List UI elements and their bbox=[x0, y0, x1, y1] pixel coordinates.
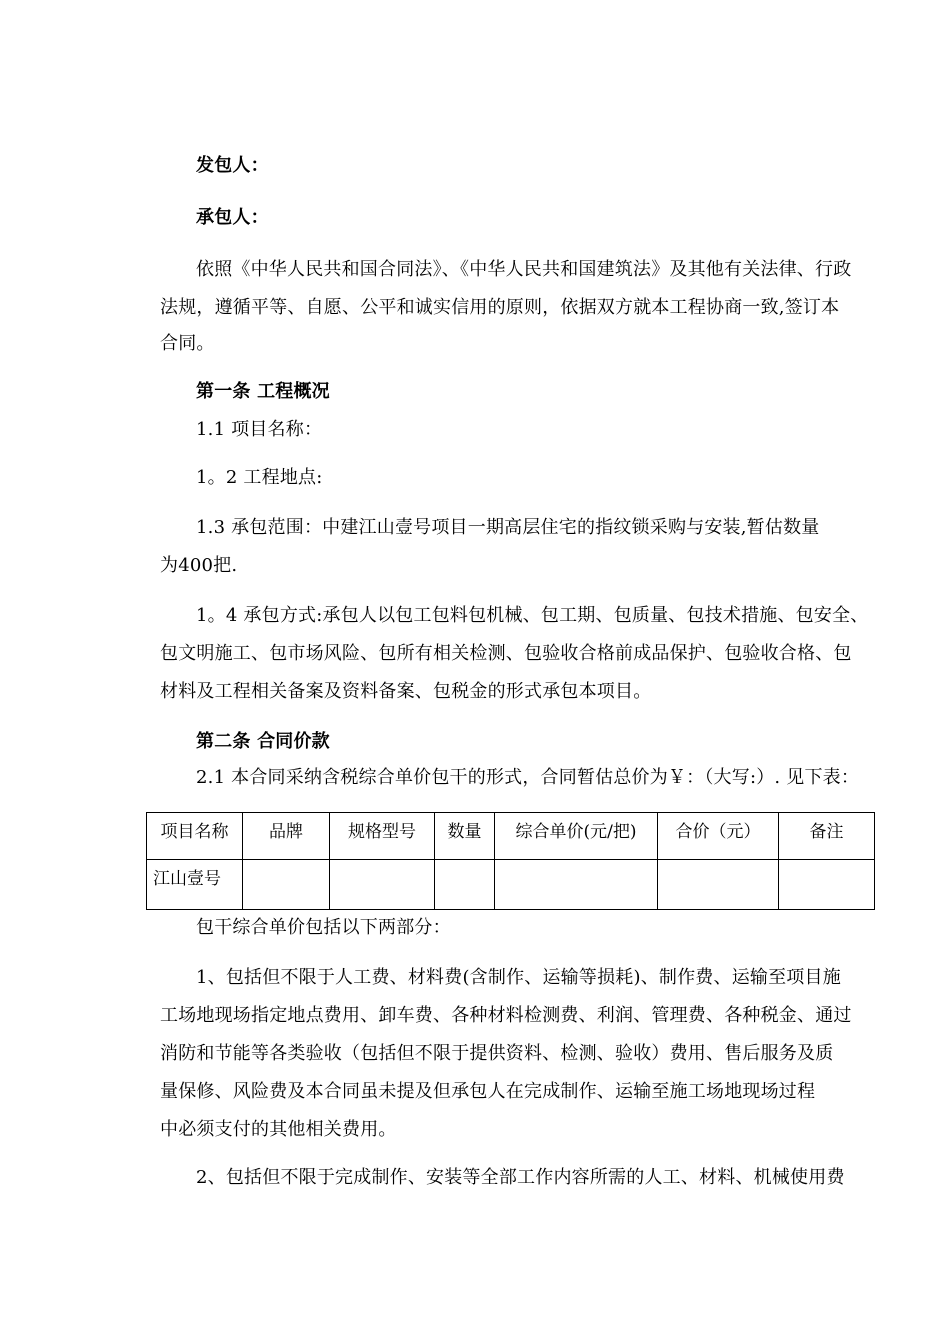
item-1-4-line-2: 包文明施工、包市场风险、包所有相关检测、包验收合格前成品保护、包验收合格、包 bbox=[160, 643, 852, 664]
preamble-line-2: 法规，遵循平等、自愿、公平和诚实信用的原则，依据双方就本工程协商一致,签订本 bbox=[160, 297, 840, 318]
point-1-line-3: 消防和节能等各类验收（包括但不限于提供资料、检测、验收）费用、售后服务及质 bbox=[160, 1043, 834, 1064]
header-remarks: 备注 bbox=[779, 813, 875, 860]
article-1-heading: 第一条 工程概况 bbox=[196, 381, 330, 402]
header-project-name: 项目名称 bbox=[147, 813, 243, 860]
point-1-line-1: 1、包括但不限于人工费、材料费(含制作、运输等损耗)、制作费、运输至项目施 bbox=[196, 967, 841, 988]
header-spec-model: 规格型号 bbox=[330, 813, 435, 860]
cell-quantity bbox=[435, 860, 495, 910]
item-2-1: 2.1 本合同采纳含税综合单价包干的形式，合同暂估总价为￥：（大写:）. 见下表： bbox=[196, 767, 860, 788]
table-header-row bbox=[147, 813, 875, 860]
cell-remarks bbox=[779, 860, 875, 910]
header-total-price: 合价（元） bbox=[658, 813, 779, 860]
preamble-line-1: 依照《中华人民共和国合同法》、《中华人民共和国建筑法》及其他有关法律、行政 bbox=[196, 259, 852, 280]
cell-unit-price bbox=[495, 860, 658, 910]
item-1-3-line-1: 1.3 承包范围：中建江山壹号项目一期高层住宅的指纹锁采购与安装,暂估数量 bbox=[196, 517, 820, 538]
price-table bbox=[146, 812, 875, 910]
header-brand: 品牌 bbox=[243, 813, 330, 860]
item-1-4-line-1: 1。4 承包方式:承包人以包工包料包机械、包工期、包质量、包技术措施、包安全、 bbox=[196, 605, 869, 626]
item-1-3-line-2: 为400把. bbox=[160, 555, 238, 576]
cell-spec-model bbox=[330, 860, 435, 910]
includes-intro: 包干综合单价包括以下两部分： bbox=[196, 917, 451, 938]
preamble-line-3: 合同。 bbox=[160, 333, 215, 354]
header-unit-price: 综合单价(元/把) bbox=[495, 813, 658, 860]
header-quantity: 数量 bbox=[435, 813, 495, 860]
article-2-heading: 第二条 合同价款 bbox=[196, 731, 330, 752]
item-1-1: 1.1 项目名称： bbox=[196, 419, 323, 440]
cell-total-price bbox=[658, 860, 779, 910]
point-1-line-4: 量保修、风险费及本合同虽未提及但承包人在完成制作、运输至施工场地现场过程 bbox=[160, 1081, 816, 1102]
item-1-4-line-3: 材料及工程相关备案及资料备案、包税金的形式承包本项目。 bbox=[160, 681, 652, 702]
point-1-line-5: 中必须支付的其他相关费用。 bbox=[160, 1119, 397, 1140]
cell-project-name: 江山壹号 bbox=[147, 860, 243, 910]
item-1-2: 1。2 工程地点: bbox=[196, 467, 323, 488]
cell-brand bbox=[243, 860, 330, 910]
employer-label: 发包人： bbox=[196, 155, 269, 176]
point-1-line-2: 工场地现场指定地点费用、卸车费、各种材料检测费、利润、管理费、各种税金、通过 bbox=[160, 1005, 852, 1026]
table-row bbox=[147, 860, 875, 910]
contractor-label: 承包人： bbox=[196, 207, 269, 228]
point-2-line-1: 2、包括但不限于完成制作、安装等全部工作内容所需的人工、材料、机械使用费 bbox=[196, 1167, 845, 1188]
